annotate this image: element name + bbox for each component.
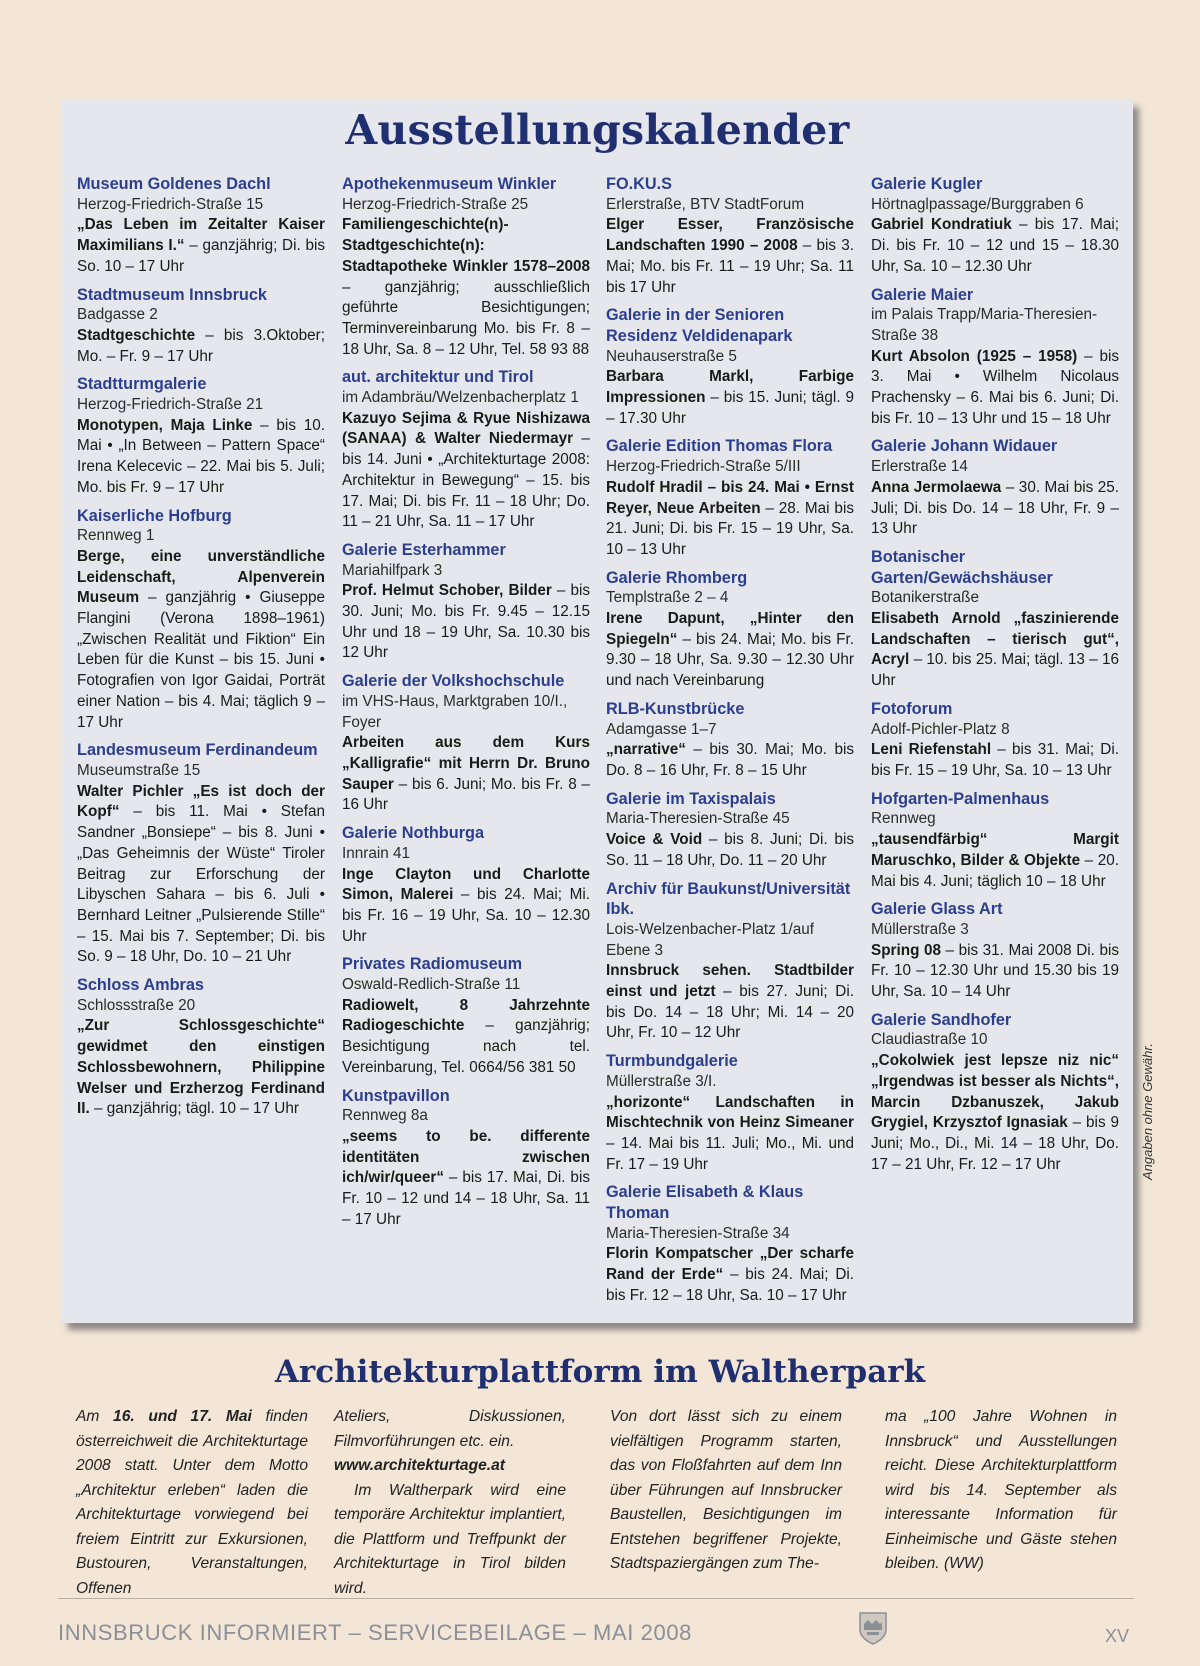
venue-name: Galerie im Taxispalais: [606, 789, 776, 808]
exhibition-title: Spring 08: [871, 941, 941, 959]
venue-name: Galerie Sandhofer: [871, 1010, 1012, 1029]
venue-address: Oswald-Redlich-Straße 11: [342, 976, 521, 994]
exhibition-title: Irene Dapunt, „Hinter den Spiegeln“: [606, 610, 854, 648]
venue-address: Schlossstraße 20: [77, 996, 196, 1014]
venue-name: Apothekenmuseum Winkler: [342, 175, 557, 193]
calendar-column-3: [606, 174, 854, 1314]
venue-address: Claudiastraße 10: [871, 1031, 988, 1049]
calendar-entry: [606, 879, 854, 1045]
exhibition-title: Elisabeth Arnold „faszinierende Landschaften – tierisch gut“, Acryl: [871, 610, 1119, 669]
calendar-column-4: [871, 174, 1119, 1182]
calendar-entry: [342, 954, 590, 1078]
exhibition-dates: – 10. bis 25. Mai; tägl. 13 – 16 Uhr: [871, 651, 1119, 690]
venue-address: Rennweg 8a: [342, 1107, 428, 1125]
exhibition-title: Prof. Helmut Schober, Bilder: [342, 582, 552, 600]
venue-name: Galerie Esterhammer: [342, 540, 506, 559]
venue-address: Herzog-Friedrich-Straße 25: [342, 195, 529, 213]
calendar-entry: [606, 568, 854, 692]
exhibition-dates: – 20. Mai bis 4. Juni; täglich 10 – 18 Uhr: [871, 851, 1119, 890]
calendar-entry: [871, 699, 1119, 782]
venue-name: Museum Goldenes Dachl: [77, 175, 271, 193]
exhibition-description: [871, 740, 1119, 781]
disclaimer-note: Angaben ohne Gewähr.: [1140, 1043, 1155, 1180]
exhibition-title: Rudolf Hradil – bis 24. Mai • Ernst Reyer, Neue Arbeiten: [606, 478, 854, 517]
venue-name: Botanischer Garten/Gewächshäuser: [871, 547, 1053, 587]
venue-name: Archiv für Baukunst/Universität Ibk.: [606, 879, 851, 919]
calendar-entry: [77, 506, 325, 734]
exhibition-dates: – bis 24. Mai; Mo. bis Fr. 9.30 – 18 Uhr, Sa. 9.30 – 12.30 Uhr und nach Vereinbarung: [606, 630, 854, 690]
exhibition-description: [606, 1244, 854, 1306]
calendar-entry: [342, 1086, 590, 1231]
exhibition-title: „Cokolwiek jest lepsze niz nic“ „Irgendwas ist besser als Nichts“, Marcin Dzbanuszek, Jakub Grygiel, Krzysztof Ignasiak: [871, 1052, 1119, 1132]
calendar-entry: [606, 305, 854, 429]
article-text: Im Waltherpark wird eine temporäre Architektur implantiert, die Plattform und Treffpunkt der Architekturtage in Tirol bilden wird.: [334, 1481, 566, 1597]
exhibition-dates: – bis 9 Juni; Mo., Di., Mi. 14 – 18 Uhr, Do. 17 – 21 Uhr, Fr. 12 – 17 Uhr: [871, 1114, 1119, 1173]
calendar-entry: [342, 671, 590, 816]
exhibition-description: [606, 478, 854, 561]
article-text: Ateliers, Diskussionen, Filmvorführungen etc. ein.: [334, 1408, 566, 1450]
venue-address: Adamgasse 1–7: [606, 720, 717, 738]
exhibition-dates: – bis 14. Juni • „Architekturtage 2008: Architektur in Bewegung“ – 15. bis 17. Mai; Di. bis Fr. 11 – 18 Uhr; Do. 11 – 21 Uhr, Sa. 11 – 17 Uhr: [342, 430, 590, 531]
exhibition-title: Radiowelt, 8 Jahrzehnte Radiogeschichte: [342, 996, 590, 1035]
venue-address: Lois-Welzenbacher-Platz 1/auf Ebene 3: [606, 920, 815, 959]
calendar-entry: [606, 1051, 854, 1175]
exhibition-description: [871, 830, 1119, 892]
venue-address: im VHS-Haus, Marktgraben 10/I., Foyer: [342, 692, 568, 731]
exhibition-title: Kazuyo Sejima & Ryue Nishizawa (SANAA) & Walter Niedermayr: [342, 409, 590, 448]
exhibition-description: [606, 1093, 854, 1176]
exhibition-dates: – bis 31. Mai; Di. bis Fr. 15 – 19 Uhr, Sa. 10 – 13 Uhr: [871, 741, 1119, 779]
venue-name: Kaiserliche Hofburg: [77, 506, 232, 525]
exhibition-description: [342, 1127, 590, 1231]
exhibition-calendar: [62, 100, 1133, 1323]
exhibition-description: [606, 961, 854, 1044]
venue-address: Erlerstraße 14: [871, 458, 968, 476]
exhibition-title: Berge, eine unverständliche Leidenschaft, Alpenverein Museum: [77, 547, 325, 607]
exhibition-description: [342, 581, 590, 664]
venue-name: Stadtturmgalerie: [77, 375, 207, 394]
calendar-entry: [606, 174, 854, 298]
exhibition-dates: – bis 11. Mai • Stefan Sandner „Bonsiepe“ – bis 8. Juni • „Das Geheimnis der Wüste“ Tiroler Beitrag zur Erforschung der Libyschen Sahara – bis 6. Juli • Bernhard Leitner „Pulsierende Stille“ – 15. Mai bis 7. September; Di. bis So. 9 – 18 Uhr, Do. 10 – 21 Uhr: [77, 803, 325, 966]
exhibition-title: Monotypen, Maja Linke: [77, 416, 253, 434]
exhibition-title: Florin Kompatscher „Der scharfe Rand der Erde“: [606, 1245, 854, 1284]
venue-name: Galerie Johann Widauer: [871, 437, 1058, 456]
venue-address: Herzog-Friedrich-Straße 21: [77, 396, 264, 414]
calendar-entry: [871, 899, 1119, 1003]
article-column-3: Von dort lässt sich zu einem vielfältigen Programm starten, das von Floßfahrten auf dem Inn über Führungen auf Innsbrucker Baustellen, Besichtigungen im Entstehen begriffener Projekte, Stadtspaziergängen zum The-: [610, 1408, 842, 1572]
exhibition-dates: – bis 17. Mai, Di. bis Fr. 10 – 12 und 14 – 18 Uhr, Sa. 11 – 17 Uhr: [342, 1169, 590, 1228]
exhibition-description: [606, 367, 854, 429]
exhibition-description: [871, 609, 1119, 692]
article-dates: 16. und 17. Mai: [113, 1408, 252, 1425]
venue-address: Müllerstraße 3: [871, 920, 969, 938]
calendar-entry: [606, 789, 854, 872]
venue-address: Innrain 41: [342, 844, 411, 862]
venue-name: FO.KU.S: [606, 175, 673, 193]
exhibition-dates: – bis 3. Mai • Wilhelm Nicolaus Prachensky – 6. Mai bis 6. Juni; Di. bis Fr. 10 – 13 Uhr und 15 – 18 Uhr: [871, 347, 1120, 427]
footer-divider: [58, 1598, 1134, 1599]
venue-address: Rennweg 1: [77, 527, 155, 545]
exhibition-title: „Das Leben im Zeitalter Kaiser Maximilians I.“: [77, 216, 325, 255]
venue-name: Galerie Rhomberg: [606, 568, 748, 587]
venue-name: RLB-Kunstbrücke: [606, 699, 745, 718]
exhibition-dates: – bis 6. Juni; Mo. bis Fr. 8 – 16 Uhr: [342, 775, 590, 814]
calendar-entry: [77, 174, 325, 278]
venue-name: Fotoforum: [871, 699, 953, 718]
exhibition-dates: – 30. Mai bis 25. Juli; Di. bis Do. 14 – 18 Uhr, Fr. 9 – 13 Uhr: [871, 478, 1120, 538]
exhibition-title: Voice & Void: [606, 831, 703, 849]
calendar-title: Ausstellungskalender: [345, 106, 850, 154]
venue-name: Galerie in der Senioren Residenz Veldidenapark: [606, 306, 793, 345]
article-column-1: [76, 1405, 308, 1601]
exhibition-title: Familiengeschichte(n)-Stadtgeschichte(n): Stadtapotheke Winkler 1578–2008: [342, 216, 590, 275]
calendar-entry: [871, 547, 1119, 692]
exhibition-title: „tausendfärbig“ Margit Maruschko, Bilder & Objekte: [871, 831, 1119, 869]
exhibition-dates: – bis 30. Mai; Mo. bis Do. 8 – 16 Uhr, Fr. 8 – 15 Uhr: [606, 741, 854, 779]
exhibition-description: [606, 740, 854, 781]
venue-address: Müllerstraße 3/I.: [606, 1072, 717, 1090]
exhibition-title: Gabriel Kondratiuk: [871, 216, 1012, 234]
exhibition-title: „horizonte“ Landschaften in Mischtechnik von Heinz Simeaner: [606, 1093, 854, 1132]
venue-address: Templstraße 2 – 4: [606, 589, 729, 607]
exhibition-title: „seems to be. differente identitäten zwischen ich/wir/queer“: [342, 1127, 590, 1187]
calendar-entry: [77, 975, 325, 1120]
exhibition-dates: – bis 31. Mai 2008 Di. bis Fr. 10 – 12.30 Uhr und 15.30 bis 19 Uhr, Sa. 10 – 14 Uhr: [871, 941, 1119, 1001]
exhibition-description: [77, 416, 325, 499]
calendar-entry: [606, 699, 854, 782]
venue-address: Badgasse 2: [77, 306, 158, 324]
venue-name: Galerie Edition Thomas Flora: [606, 437, 833, 456]
calendar-column-2: [342, 174, 590, 1237]
exhibition-description: [342, 215, 590, 360]
exhibition-description: [342, 865, 590, 948]
calendar-entry: [871, 285, 1119, 430]
calendar-column-1: [77, 174, 325, 1127]
calendar-entry: [77, 374, 325, 498]
exhibition-dates: – bis 24. Mai; Di. bis Fr. 12 – 18 Uhr, Sa. 10 – 17 Uhr: [606, 1266, 855, 1304]
venue-address: Museumstraße 15: [77, 761, 201, 779]
venue-name: Galerie Nothburga: [342, 824, 485, 843]
exhibition-dates: – bis 30. Juni; Mo. bis Fr. 9.45 – 12.15 Uhr und 18 – 19 Uhr, Sa. 10.30 bis 12 Uhr: [342, 582, 591, 662]
venue-name: Privates Radiomuseum: [342, 955, 523, 974]
exhibition-description: [871, 1051, 1119, 1175]
venue-address: Herzog-Friedrich-Straße 15: [77, 195, 264, 213]
exhibition-title: Kurt Absolon (1925 – 1958): [871, 347, 1078, 365]
exhibition-title: Walter Pichler „Es ist doch der Kopf“: [77, 782, 325, 821]
article-text: Am: [76, 1408, 114, 1425]
exhibition-title: Inge Clayton und Charlotte Simon, Malerei: [342, 865, 590, 904]
exhibition-description: [77, 547, 325, 733]
venue-name: Landesmuseum Ferdinandeum: [77, 741, 318, 760]
exhibition-description: [871, 215, 1119, 277]
venue-address: Herzog-Friedrich-Straße 5/III: [606, 458, 801, 476]
exhibition-dates: – bis 8. Juni; Di. bis So. 11 – 18 Uhr, Do. 11 – 20 Uhr: [606, 831, 854, 869]
exhibition-description: [77, 326, 325, 367]
article-text: finden österreichweit die Architekturtage 2008 statt. Unter dem Motto „Architektur erleben“ laden die Architekturtage vorwiegend bei freiem Eintritt zur Exkursionen, Bustouren, Veranstaltungen, Offenen: [76, 1408, 308, 1597]
venue-name: Galerie der Volkshochschule: [342, 672, 565, 691]
exhibition-description: [77, 1016, 325, 1120]
calendar-entry: [77, 740, 325, 968]
calendar-entry: [342, 823, 590, 947]
exhibition-dates: – bis 27. Juni; Di. bis Do. 14 – 18 Uhr; Mi. 14 – 20 Uhr, Fr. 10 – 12 Uhr: [606, 983, 854, 1042]
venue-name: aut. architektur und Tirol: [342, 368, 534, 387]
exhibition-description: [342, 733, 590, 816]
article-title: Architekturplattform im Waltherpark: [274, 1354, 926, 1390]
city-crest-icon: [858, 1610, 888, 1646]
exhibition-description: [77, 782, 325, 968]
venue-address: Neuhauserstraße 5: [606, 347, 737, 365]
article-column-2: [334, 1405, 566, 1601]
venue-name: Galerie Kugler: [871, 175, 983, 193]
exhibition-title: Barbara Markl, Farbige Impressionen: [606, 368, 854, 407]
exhibition-description: [871, 478, 1119, 540]
venue-address: Erlerstraße, BTV StadtForum: [606, 195, 805, 213]
exhibition-dates: – 14. Mai bis 11. Juli; Mo., Mi. und Fr. 17 – 19 Uhr: [606, 1134, 854, 1173]
venue-address: im Palais Trapp/Maria-Theresien-Straße 38: [871, 306, 1098, 344]
exhibition-description: [606, 215, 854, 298]
exhibition-description: [871, 941, 1119, 1003]
exhibition-dates: – 28. Mai bis 21. Juni; Di. bis Fr. 15 – 19 Uhr, Sa. 10 – 13 Uhr: [606, 499, 854, 558]
exhibition-dates: – bis 3. Mai; Mo. bis Fr. 11 – 19 Uhr; Sa. 11 bis 17 Uhr: [606, 237, 854, 296]
calendar-entry: [77, 285, 325, 368]
exhibition-description: [77, 215, 325, 277]
exhibition-description: [606, 830, 854, 871]
venue-name: Schloss Ambras: [77, 976, 204, 995]
exhibition-title: „narrative“: [606, 741, 686, 759]
exhibition-dates: – bis 10. Mai • „In Between – Pattern Space“ Irena Kelecevic – 22. Mai bis 5. Juli; Mo. bis Fr. 9 – 17 Uhr: [77, 416, 326, 496]
calendar-entry: [871, 789, 1119, 893]
footer-publication: INNSBRUCK INFORMIERT – SERVICEBEILAGE – MAI 2008: [58, 1620, 692, 1645]
venue-name: Kunstpavillon: [342, 1086, 450, 1105]
exhibition-dates: – bis 3.Oktober; Mo. – Fr. 9 – 17 Uhr: [77, 326, 325, 365]
calendar-entry: [871, 1010, 1119, 1176]
architekturtage-link[interactable]: www.architekturtage.at: [334, 1457, 505, 1474]
page-number: XV: [1105, 1626, 1130, 1646]
venue-address: Mariahilfpark 3: [342, 561, 443, 579]
exhibition-description: [342, 996, 590, 1079]
venue-name: Hofgarten-Palmenhaus: [871, 789, 1050, 808]
exhibition-title: Elger Esser, Französische Landschaften 1990 – 2008: [606, 216, 854, 255]
calendar-entry: [342, 174, 590, 360]
venue-address: Botanikerstraße: [871, 589, 979, 607]
venue-name: Galerie Elisabeth & Klaus Thoman: [606, 1183, 804, 1223]
venue-name: Stadtmuseum Innsbruck: [77, 285, 267, 304]
venue-name: Galerie Glass Art: [871, 900, 1003, 919]
exhibition-title: Arbeiten aus dem Kurs „Kalligrafie“ mit Herrn Dr. Bruno Sauper: [342, 734, 590, 793]
venue-address: Maria-Theresien-Straße 45: [606, 810, 790, 828]
exhibition-dates: – bis 17. Mai; Di. bis Fr. 10 – 12 und 15 – 18.30 Uhr, Sa. 10 – 12.30 Uhr: [871, 216, 1119, 275]
exhibition-dates: – bis 24. Mai; Mi. bis Fr. 16 – 19 Uhr, Sa. 10 – 12.30 Uhr: [342, 886, 590, 945]
calendar-entry: [871, 436, 1119, 540]
calendar-entry: [342, 540, 590, 664]
exhibition-description: [606, 609, 854, 692]
exhibition-description: [871, 347, 1119, 430]
exhibition-title: „Zur Schlossgeschichte“ gewidmet den einstigen Schlossbewohnern, Philippine Welser und Erzherzog Ferdinand II.: [77, 1017, 325, 1118]
exhibition-dates: – ganzjährig • Giuseppe Flangini (Verona 1898–1961) „Zwischen Realität und Fiktion“ Ein Leben für die Kunst – bis 15. Juni • Fotografien von Igor Gaidai, Porträt einer Nation – bis 4. Mai; täglich 9 – 17 Uhr: [77, 589, 325, 731]
exhibition-dates: – ganzjährig; Besichtigung nach tel. Vereinbarung, Tel. 0664/56 381 50: [342, 1017, 590, 1076]
exhibition-title: Leni Riefenstahl: [871, 741, 992, 759]
exhibition-description: [342, 409, 590, 533]
venue-address: Rennweg: [871, 810, 936, 828]
exhibition-dates: – ganzjährig; tägl. 10 – 17 Uhr: [89, 1100, 299, 1118]
venue-address: im Adambräu/Welzenbacherplatz 1: [342, 389, 579, 407]
exhibition-dates: – ganzjährig; ausschließlich geführte Besichtigungen; Terminvereinbarung Mo. bis Fr. 8 – 18 Uhr, Sa. 8 – 12 Uhr, Tel. 58 93 88: [342, 278, 590, 358]
exhibition-title: Anna Jermolaewa: [871, 478, 1002, 496]
calendar-entry: [871, 174, 1119, 278]
calendar-entry: [606, 1182, 854, 1306]
venue-address: Adolf-Pichler-Platz 8: [871, 720, 1010, 738]
exhibition-title: Stadtgeschichte: [77, 326, 196, 344]
exhibition-dates: – ganzjährig; Di. bis So. 10 – 17 Uhr: [77, 237, 325, 275]
exhibition-dates: – bis 15. Juni; tägl. 9 – 17.30 Uhr: [606, 389, 854, 427]
venue-name: Turmbundgalerie: [606, 1052, 738, 1071]
venue-name: Galerie Maier: [871, 285, 974, 304]
exhibition-title: Innsbruck sehen. Stadtbilder einst und jetzt: [606, 962, 854, 1001]
calendar-entry: [606, 436, 854, 560]
venue-address: Hörtnaglpassage/Burggraben 6: [871, 195, 1084, 213]
venue-address: Maria-Theresien-Straße 34: [606, 1224, 790, 1242]
article-column-4: ma „100 Jahre Wohnen in Innsbruck“ und Ausstellungen reicht. Diese Architekturplattform wird bis 14. September als interessante Information für Einheimische und Gäste stehen bleiben. (WW): [885, 1408, 1117, 1572]
calendar-entry: [342, 367, 590, 533]
